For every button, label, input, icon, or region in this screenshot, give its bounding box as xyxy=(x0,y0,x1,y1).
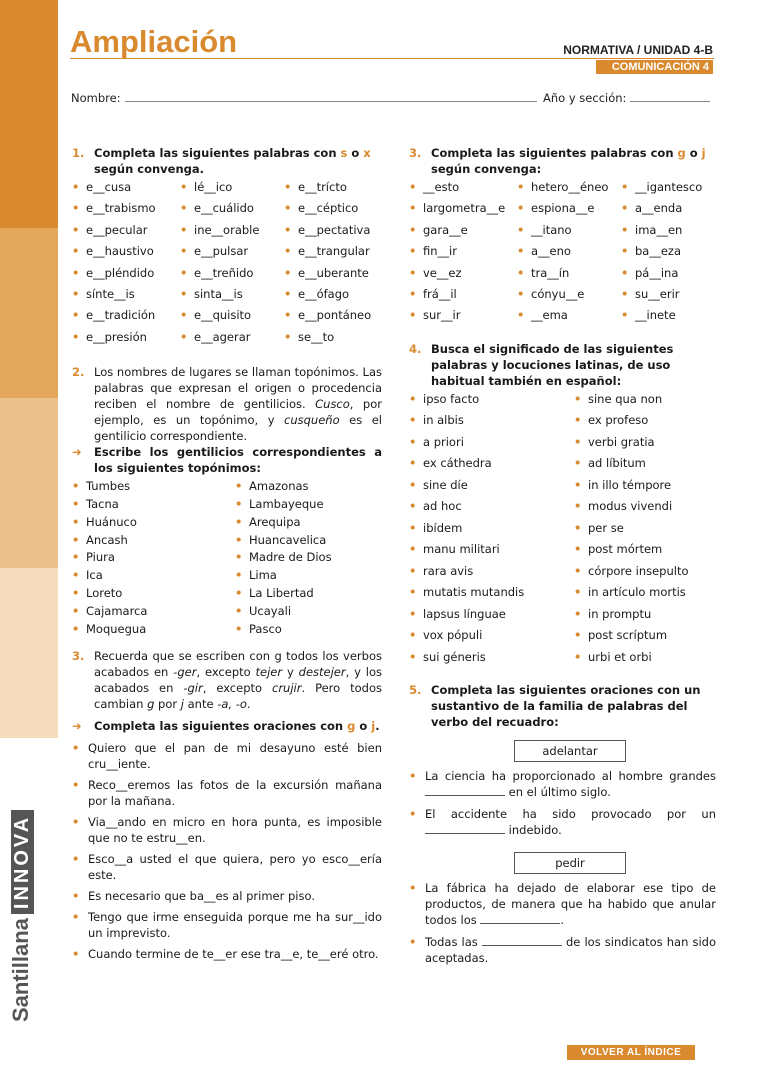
q1-number: 1. xyxy=(72,146,85,160)
q3-rule-text: , y los acabados en xyxy=(94,665,382,696)
toponym: • Piura xyxy=(72,549,235,567)
gj-word: • cónyu__e xyxy=(517,286,621,307)
sentence-text: de los sindicatos han sido aceptadas. xyxy=(425,935,717,966)
answer-blank[interactable] xyxy=(425,785,505,796)
q3-sentences xyxy=(72,740,382,962)
latin-phrase: • a priori xyxy=(409,434,574,456)
answer-blank[interactable] xyxy=(425,823,505,834)
toponym: • Arequipa xyxy=(235,514,385,532)
sentence-text: La fábrica ha dejado de elaborar ese tipo de productos, de manera que ha habido que anular todos los xyxy=(425,881,716,928)
q3-rule-text: Recuerda que se escriben con g todos los verbos acabados en xyxy=(94,649,382,680)
sentence xyxy=(409,768,716,800)
right-column xyxy=(409,145,716,966)
latin-phrase: • in artículo mortis xyxy=(574,584,704,606)
latin-phrase: • ex cáthedra xyxy=(409,455,574,477)
latin-phrase: • lapsus línguae xyxy=(409,606,574,628)
gj-word: • su__erir xyxy=(621,286,711,307)
q4-text: Busca el significado de las siguientes palabras y locuciones latinas, de uso habitual también en español: xyxy=(431,341,674,388)
q3-rule-text: y xyxy=(282,665,299,680)
q1-text-or: o xyxy=(347,146,364,160)
verb-box-adelantar: adelantar xyxy=(514,740,626,762)
q2-intro-text: Los nombres de lugares se llaman topónimos. Las palabras que expresan el origen o procedencia reciben el nombre de gentilicios. xyxy=(94,365,382,412)
sentence xyxy=(409,934,716,966)
gj-word: • __inete xyxy=(621,307,711,328)
q2-example-gentilicio: cusqueño xyxy=(284,413,340,428)
q3-rule-term: destejer xyxy=(298,665,346,680)
q1-word: • e__uberante xyxy=(284,265,392,286)
sentence: • Via__ando en micro en hora punta, es imposible que no te estru__en. xyxy=(72,814,382,846)
gj-word: • pá__ina xyxy=(621,265,711,286)
q1-word: • e__trabismo xyxy=(72,200,180,221)
q3-rule-term: tejer xyxy=(255,665,283,680)
sentence-text: La ciencia ha proporcionado al hombre grandes xyxy=(425,769,716,784)
gj-word: • frá__il xyxy=(409,286,517,307)
sidebar-segment-4 xyxy=(0,568,58,738)
latin-phrase: • mutatis mutandis xyxy=(409,584,574,606)
latin-phrase: • córpore insepulto xyxy=(574,563,704,585)
q2-intro xyxy=(72,364,382,444)
q3-right-heading xyxy=(409,145,716,177)
toponym: • La Libertad xyxy=(235,585,385,603)
latin-phrase: • per se xyxy=(574,520,704,542)
answer-blank[interactable] xyxy=(482,935,562,946)
year-section-label: Año y sección: xyxy=(543,91,627,105)
q3-rule-text: , excepto xyxy=(202,681,272,696)
year-section-line xyxy=(630,91,710,102)
q1-letter-x: x xyxy=(363,146,371,160)
sentence xyxy=(409,880,716,928)
q1-word: • e__pléndido xyxy=(72,265,180,286)
sidebar-segment-2 xyxy=(0,228,58,398)
q3-rule-term: -gir xyxy=(183,681,203,696)
q3-right-text: Completa las siguientes palabras con xyxy=(431,146,678,160)
name-line xyxy=(125,91,537,102)
gj-word: • ba__eza xyxy=(621,243,711,264)
q2-example-toponym: Cusco xyxy=(315,397,350,412)
toponym: • Huancavelica xyxy=(235,532,385,550)
q3-right-text-end: según convenga: xyxy=(431,162,542,176)
sentence-text: Todas las xyxy=(425,935,478,950)
q3-left-number: 3. xyxy=(72,649,85,664)
q3-right-number: 3. xyxy=(409,146,422,160)
q3-rule-text: , excepto xyxy=(196,665,256,680)
sentence-text: El accidente ha sido provocado por un xyxy=(425,807,716,822)
q1-word-grid xyxy=(72,179,382,350)
gj-word: • ima__en xyxy=(621,222,711,243)
latin-phrase: • post mórtem xyxy=(574,541,704,563)
back-to-index-button[interactable]: VOLVER AL ÍNDICE xyxy=(567,1045,695,1060)
sentence: • Tengo que irme enseguida porque me ha sur__ido un imprevisto. xyxy=(72,909,382,941)
q2-intro-text: , por ejemplo, es un topónimo, y xyxy=(94,397,382,428)
q3-instruction-text: o xyxy=(355,719,372,734)
q2-instruction-text: Escribe los gentilicios correspondientes a los siguientes topónimos: xyxy=(94,445,382,476)
sentence: • Reco__eremos las fotos de la excursión mañana por la mañana. xyxy=(72,777,382,809)
gj-word: • gara__e xyxy=(409,222,517,243)
q1-word: • e__cusa xyxy=(72,179,180,200)
latin-phrase: • verbi gratia xyxy=(574,434,704,456)
sentence-text: . xyxy=(560,913,565,928)
gj-word: • sur__ir xyxy=(409,307,517,328)
q1-word: • lé__ico xyxy=(180,179,284,200)
q3-rule-term: j xyxy=(180,697,184,712)
gj-word: • __itano xyxy=(517,222,621,243)
brand-series: INNOVA xyxy=(11,810,34,914)
q3-right-letter-j: j xyxy=(701,146,706,160)
q2-instruction xyxy=(72,444,382,476)
q3-instruction xyxy=(72,718,382,734)
gj-word: • hetero__éneo xyxy=(517,179,621,200)
sentence xyxy=(409,806,716,838)
toponym: • Ica xyxy=(72,567,235,585)
q4-latin-grid xyxy=(409,391,716,671)
year-section-field xyxy=(543,91,710,105)
latin-phrase: • in albis xyxy=(409,412,574,434)
q5-heading xyxy=(409,682,716,730)
section-tag: COMUNICACIÓN 4 xyxy=(596,60,713,74)
sidebar-segment-1 xyxy=(0,0,58,228)
sidebar-segment-3 xyxy=(0,398,58,568)
q1-word: • sinta__is xyxy=(180,286,284,307)
q3-right-word-grid xyxy=(409,179,716,329)
q3-rule-term: g xyxy=(147,697,155,712)
left-column xyxy=(72,145,382,967)
toponym: • Cajamarca xyxy=(72,603,235,621)
gj-word: • ve__ez xyxy=(409,265,517,286)
latin-phrase: • in illo témpore xyxy=(574,477,704,499)
q1-word: • e__haustivo xyxy=(72,243,180,264)
q3-rule-text: . Pero todos cambian xyxy=(94,681,382,712)
answer-blank[interactable] xyxy=(480,913,560,924)
verb-box-pedir: pedir xyxy=(514,852,626,874)
q1-word: • ine__orable xyxy=(180,222,284,243)
q1-word: • e__pectativa xyxy=(284,222,392,243)
latin-phrase: • ad hoc xyxy=(409,498,574,520)
q1-word: • e__pulsar xyxy=(180,243,284,264)
gj-word: • __igantesco xyxy=(621,179,711,200)
q3-instruction-text: Completa las siguientes oraciones con xyxy=(94,719,348,734)
arrow-icon: ➜ xyxy=(72,719,82,734)
sentence: • Quiero que el pan de mi desayuno esté bien cru__iente. xyxy=(72,740,382,772)
q1-word: • e__trangular xyxy=(284,243,392,264)
brand-name: Santillana xyxy=(8,918,33,1022)
toponym: • Pasco xyxy=(235,621,385,639)
gj-word: • a__eno xyxy=(517,243,621,264)
toponym: • Tumbes xyxy=(72,478,235,496)
latin-phrase: • manu militari xyxy=(409,541,574,563)
latin-phrase: • sine qua non xyxy=(574,391,704,413)
q3-instruction-text: . xyxy=(375,719,380,734)
q3-letter-j: j xyxy=(371,719,376,734)
q3-right-text-or: o xyxy=(685,146,702,160)
q3-rule-term: -a, -o xyxy=(217,697,247,712)
q1-word: • e__quisito xyxy=(180,307,284,328)
latin-phrase: • post scríptum xyxy=(574,627,704,649)
latin-phrase: • rara avis xyxy=(409,563,574,585)
q2-toponym-grid xyxy=(72,478,382,638)
latin-phrase: • ad líbitum xyxy=(574,455,704,477)
latin-phrase: • in promptu xyxy=(574,606,704,628)
q3-letter-g: g xyxy=(347,719,356,734)
sentence: • Esco__a usted el que quiera, pero yo esco__ería este. xyxy=(72,851,382,883)
q3-rule-text: . xyxy=(246,697,251,712)
unit-label: NORMATIVA / UNIDAD 4-B xyxy=(563,43,713,57)
toponym: • Tacna xyxy=(72,496,235,514)
toponym: • Huánuco xyxy=(72,514,235,532)
name-field xyxy=(71,91,537,105)
q3-rule-text: por xyxy=(154,697,181,712)
latin-phrase: • modus vivendi xyxy=(574,498,704,520)
q1-text: Completa las siguientes palabras con xyxy=(94,146,341,160)
latin-phrase: • sine díe xyxy=(409,477,574,499)
q3-rule-term: -ger xyxy=(173,665,197,680)
toponym: • Lambayeque xyxy=(235,496,385,514)
q1-word: • e__ófago xyxy=(284,286,392,307)
latin-phrase: • urbi et orbi xyxy=(574,649,704,671)
q4-number: 4. xyxy=(409,341,422,356)
q1-word: • e__céptico xyxy=(284,200,392,221)
q1-word: • sínte__is xyxy=(72,286,180,307)
toponym: • Loreto xyxy=(72,585,235,603)
q3-rule-intro xyxy=(72,648,382,712)
toponym: • Ucayali xyxy=(235,603,385,621)
sentence-text: indebido. xyxy=(508,823,562,838)
q4-heading xyxy=(409,341,716,389)
gj-word: • __esto xyxy=(409,179,517,200)
latin-phrase: • ex profeso xyxy=(574,412,704,434)
q1-word: • e__pontáneo xyxy=(284,307,392,328)
gj-word: • a__enda xyxy=(621,200,711,221)
name-label: Nombre: xyxy=(71,91,121,105)
q2-number: 2. xyxy=(72,365,85,380)
q1-text-end: según convenga. xyxy=(94,162,205,176)
q1-word: • e__treñido xyxy=(180,265,284,286)
q3-rule-term: crujir xyxy=(272,681,302,696)
sentence: • Es necesario que ba__es al primer piso. xyxy=(72,888,382,904)
toponym: • Moquegua xyxy=(72,621,235,639)
q1-word: • e__tradición xyxy=(72,307,180,328)
gj-word: • largometra__e xyxy=(409,200,517,221)
sentence-text: en el último siglo. xyxy=(508,785,611,800)
q3-right-letter-g: g xyxy=(677,146,686,160)
q5-number: 5. xyxy=(409,683,422,698)
toponym: • Amazonas xyxy=(235,478,385,496)
q5-text: Completa las siguientes oraciones con un sustantivo de la familia de palabras del verbo del recuadro: xyxy=(431,683,701,730)
latin-phrase: • vox pópuli xyxy=(409,627,574,649)
q1-heading xyxy=(72,145,382,177)
gj-word: • tra__ín xyxy=(517,265,621,286)
latin-phrase: • ipso facto xyxy=(409,391,574,413)
gj-word: • __ema xyxy=(517,307,621,328)
latin-phrase: • sui géneris xyxy=(409,649,574,671)
q1-word: • e__cuálido xyxy=(180,200,284,221)
title-rule xyxy=(70,58,714,59)
q1-word: • e__trícto xyxy=(284,179,392,200)
q1-word: • e__presión xyxy=(72,329,180,350)
q1-letter-s: s xyxy=(340,146,348,160)
gj-word: • fin__ir xyxy=(409,243,517,264)
q2-intro-text: es el gentilicio correspondiente. xyxy=(94,413,382,444)
sidebar-band xyxy=(0,0,58,1087)
toponym: • Madre de Dios xyxy=(235,549,385,567)
q3-rule-text: ante xyxy=(183,697,218,712)
toponym: • Lima xyxy=(235,567,385,585)
page-title: Ampliación xyxy=(70,24,238,59)
toponym: • Ancash xyxy=(72,532,235,550)
brand-logo xyxy=(8,722,48,1022)
arrow-icon: ➜ xyxy=(72,445,82,460)
q1-word: • e__agerar xyxy=(180,329,284,350)
sentence: • Cuando termine de te__er ese tra__e, te__eré otro. xyxy=(72,946,382,962)
q1-word: • se__to xyxy=(284,329,392,350)
latin-phrase: • ibídem xyxy=(409,520,574,542)
q1-word: • e__pecular xyxy=(72,222,180,243)
gj-word: • espiona__e xyxy=(517,200,621,221)
